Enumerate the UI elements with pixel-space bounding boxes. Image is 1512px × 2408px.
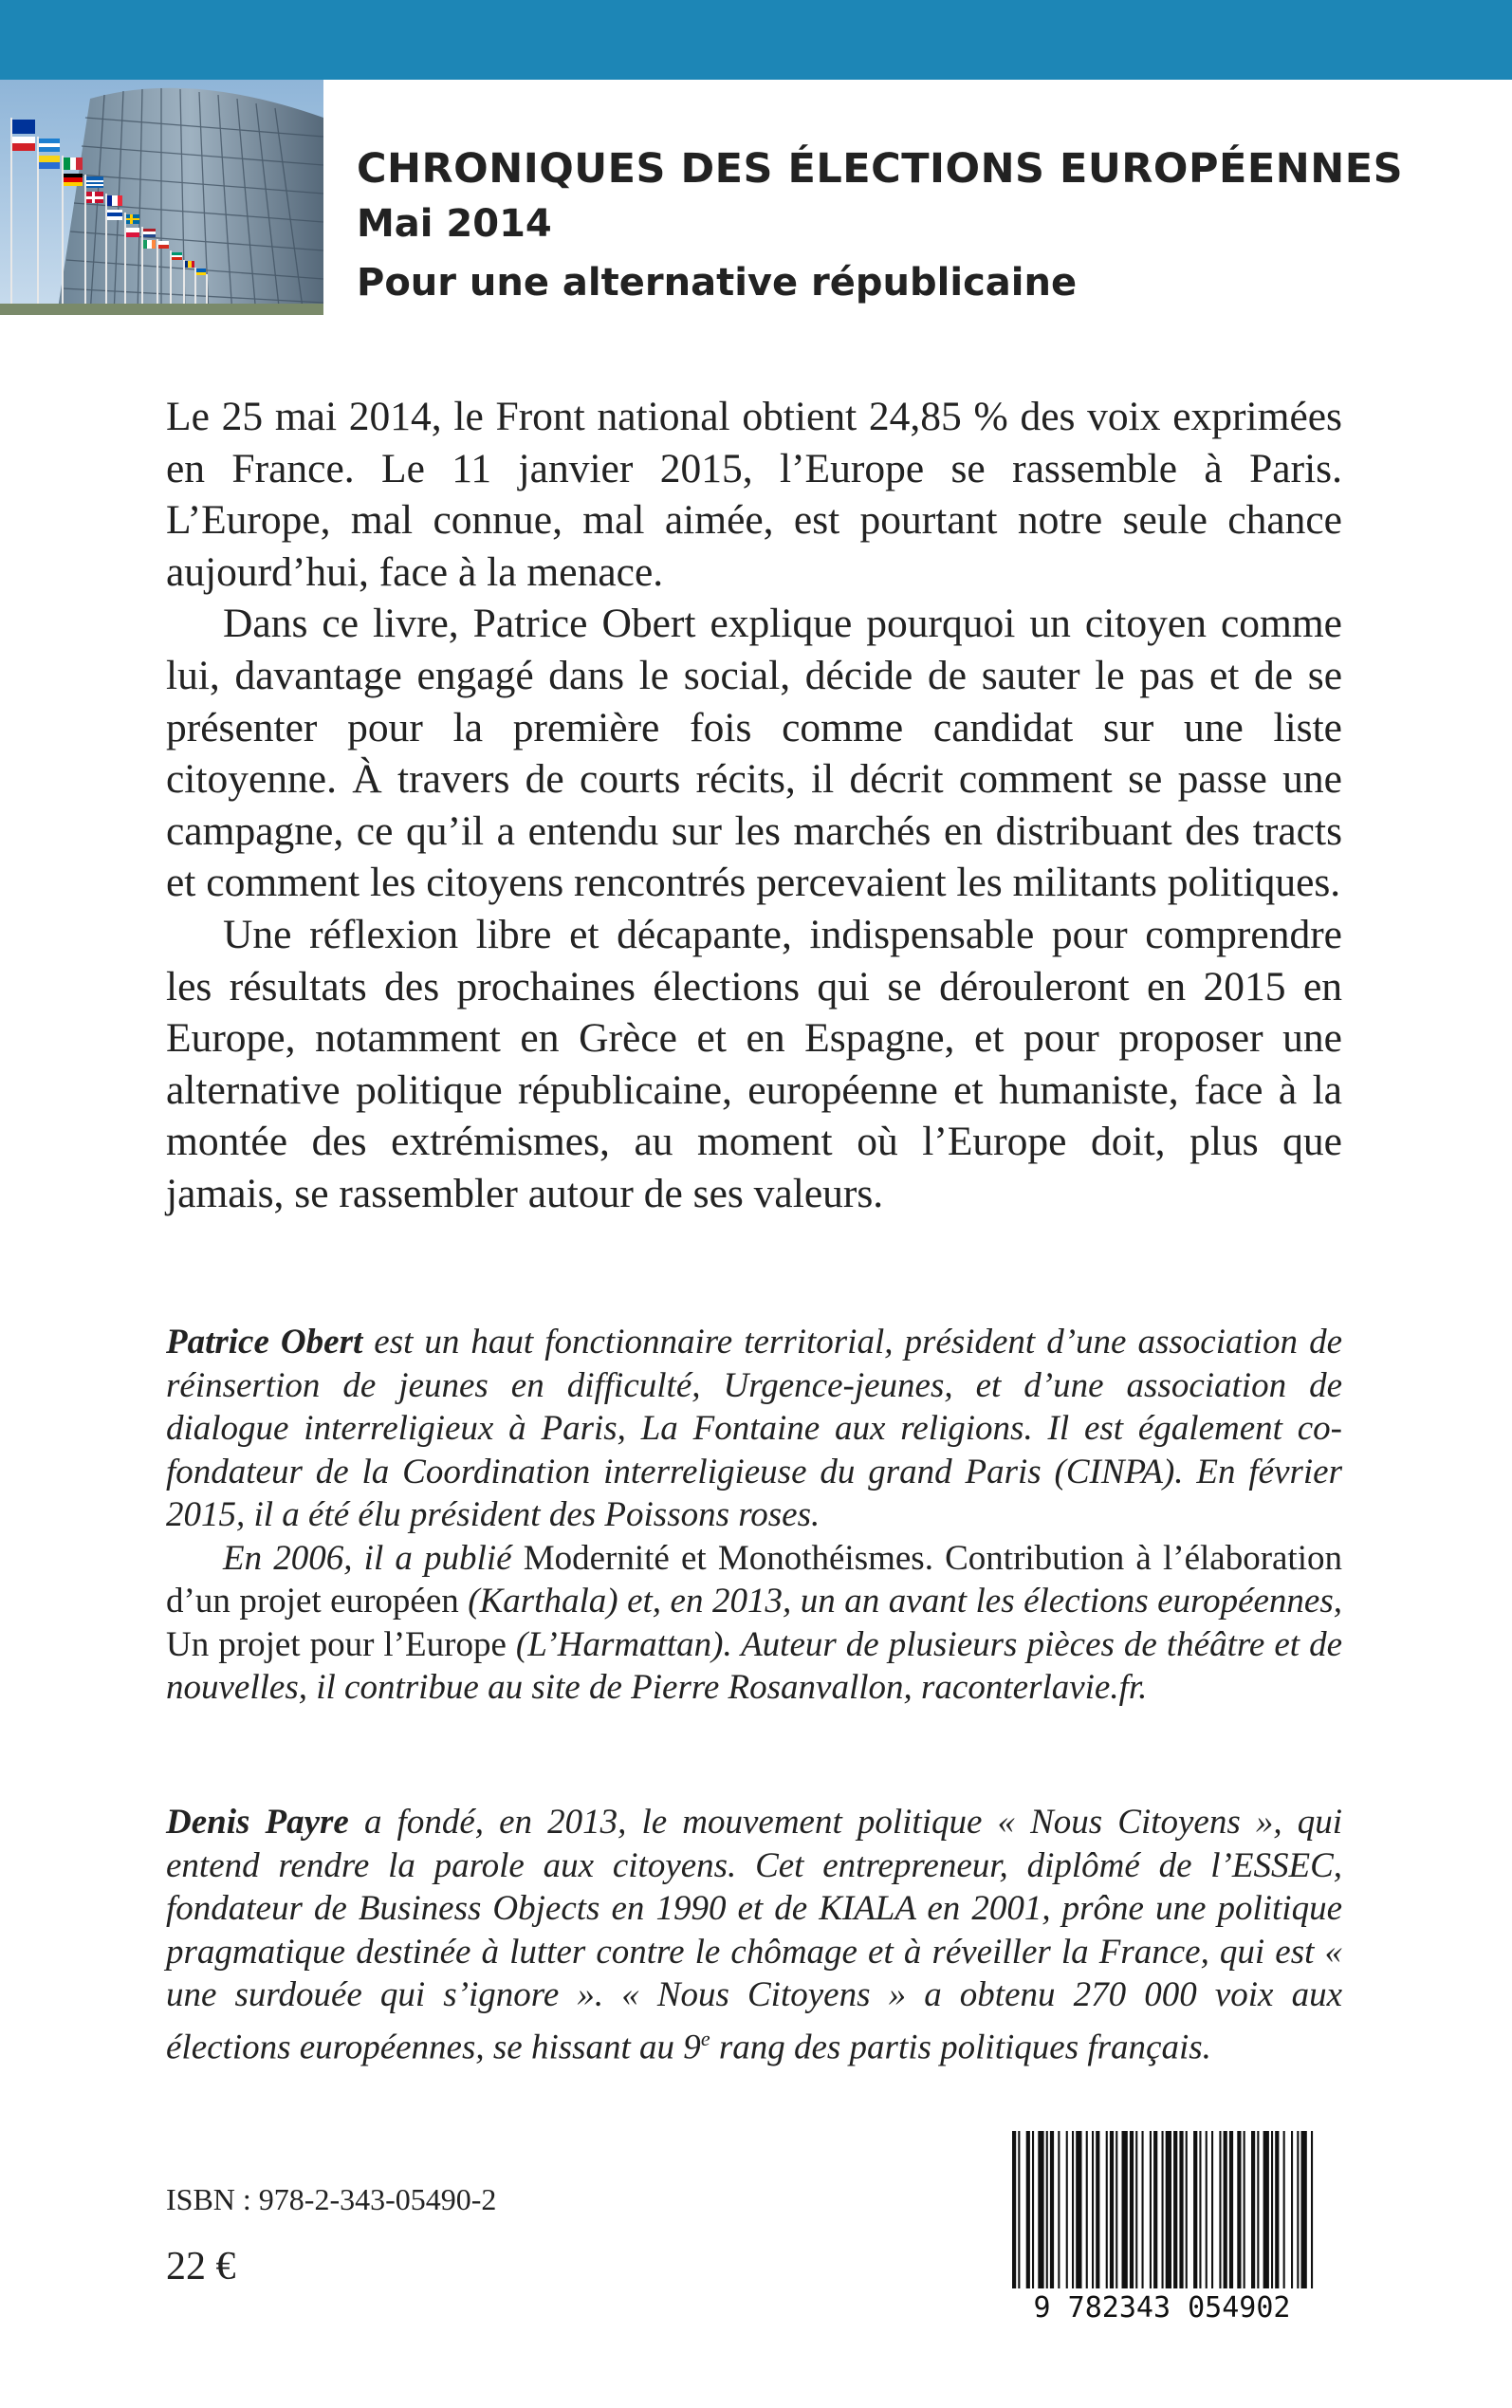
barcode-bar: [1224, 2131, 1227, 2288]
author-name: Patrice Obert: [166, 1323, 363, 1361]
barcode-bar: [1179, 2131, 1183, 2288]
barcode-bar: [1038, 2131, 1043, 2288]
barcode-bar: [1206, 2131, 1208, 2288]
bio-paragraph: En 2006, il a publié Modernité et Monothéismes. Contribution à l’élaboration d’un projet européen (Karthala) et, en 2013, un an avant les élections européennes, Un projet pour l’Europe (L’Harmattan). Auteur de plusieurs pièces de théâtre et de nouvelles, il contribue au site de Pierre Rosanvallon, raconterlavie.fr.: [166, 1538, 1342, 1707]
barcode-bar: [1130, 2131, 1134, 2288]
barcode-bar: [1012, 2131, 1016, 2288]
barcode-bar: [1153, 2131, 1157, 2288]
barcode-bar: [1076, 2131, 1081, 2288]
barcode-bar: [1193, 2131, 1197, 2288]
barcode-bar: [1166, 2131, 1171, 2288]
barcode-bar: [1251, 2131, 1255, 2288]
barcode-bar: [1186, 2131, 1188, 2288]
barcode-bar: [1032, 2131, 1034, 2288]
barcode-bar: [1086, 2131, 1088, 2288]
barcode-bar: [1096, 2131, 1099, 2288]
back-cover-description: [166, 391, 1342, 1220]
title-block: [357, 142, 1403, 313]
barcode-bar: [1244, 2131, 1245, 2288]
book-title: CHRONIQUES DES ÉLECTIONS EUROPÉENNES: [357, 145, 1404, 193]
barcode-bar: [1173, 2131, 1177, 2288]
barcode-bar: [1050, 2131, 1054, 2288]
barcode-bar: [1018, 2131, 1020, 2288]
top-color-band: [0, 0, 1512, 80]
barcode-bar: [1135, 2131, 1137, 2288]
barcode-bar: [1066, 2131, 1068, 2288]
barcode-bar: [1211, 2131, 1213, 2288]
barcode-bar: [1257, 2131, 1259, 2288]
isbn-text: ISBN : 978-2-343-05490-2: [166, 2182, 497, 2216]
author-bio-denis-payre: [166, 1801, 1342, 2068]
barcode-digits: 9 782343 054902: [1033, 2291, 1291, 2325]
barcode-bar: [1199, 2131, 1201, 2288]
isbn-barcode: [999, 2125, 1325, 2325]
description-paragraph: Dans ce livre, Patrice Obert explique pourquoi un citoyen comme lui, davantage engagé dans le social, décide de sauter le pas et de se présenter pour la première fois comme candidat sur une liste citoyenne. À travers de courts récits, il décrit comment se passe une campagne, ce qu’il a entendu sur les marchés en distribuant des tracts et comment les citoyens rencontrés percevaient les militants politiques.: [166, 601, 1342, 906]
book-date: Mai 2014: [357, 202, 552, 246]
book-subtitle: Pour une alternative républicaine: [357, 261, 1078, 305]
barcode-bar: [1058, 2131, 1060, 2288]
book-reference: Modernité et Monothéismes. Contribution à l’élaboration d’un projet européen: [166, 1538, 1342, 1621]
barcode-bar: [1291, 2131, 1293, 2288]
barcode-bar: [1263, 2131, 1269, 2288]
bio-paragraph: Patrice Obert est un haut fonctionnaire territorial, président d’une association de réinsertion de jeunes en difficulté, Urgence-jeunes, et d’une association de dialogue interreligieux à Paris, La Fontaine aux religions. Il est également co-fondateur de la Coordination interreligieuse du grand Paris (CINPA). En février 2015, il a été élu président des Poissons roses.: [166, 1323, 1342, 1534]
barcode-bar: [1122, 2131, 1128, 2288]
european-parliament-photo: [0, 80, 323, 315]
barcode-bar: [1026, 2131, 1030, 2288]
barcode-bar: [1110, 2131, 1114, 2288]
bio-paragraph: Denis Payre a fondé, en 2013, le mouvement politique « Nous Citoyens », qui entend rendre la parole aux citoyens. Cet entrepreneur, diplômé de l’ESSEC, fondateur de Business Objects en 1990 et de KIALA en 2001, prône une politique pragmatique destinée à lutter contre le chômage et à réveiller la France, qui est « une surdouée qui s’ignore ». « Nous Citoyens » a obtenu 270 000 voix aux élections européennes, se hissant au 9e rang des partis politiques français.: [166, 1803, 1342, 2066]
barcode-bar: [1219, 2131, 1221, 2288]
barcode-bar: [1106, 2131, 1108, 2288]
barcode-bar: [1229, 2131, 1233, 2288]
barcode-bar: [1301, 2131, 1307, 2288]
barcode-bar: [1275, 2131, 1279, 2288]
barcode-bar: [1162, 2131, 1164, 2288]
barcode-bar: [1092, 2131, 1094, 2288]
barcode-bar: [1072, 2131, 1074, 2288]
book-reference: Un projet pour l’Europe: [166, 1624, 507, 1664]
author-name: Denis Payre: [166, 1803, 349, 1842]
price-text: 22 €: [166, 2245, 236, 2288]
barcode-bar: [1283, 2131, 1285, 2288]
barcode-bar: [1297, 2131, 1299, 2288]
barcode-bar: [1311, 2131, 1313, 2288]
barcode-bar: [1046, 2131, 1048, 2288]
barcode-bar: [1271, 2131, 1273, 2288]
barcode-bar: [1142, 2131, 1144, 2288]
description-paragraph: Une réflexion libre et décapante, indispensable pour comprendre les résultats des prochaines élections qui se dérouleront en 2015 en Europe, notamment en Grèce et en Espagne, et pour proposer une alternative politique républicaine, européenne et humaniste, face à la montée des extrémismes, au moment où l’Europe doit, plus que jamais, se rassembler autour de ses valeurs.: [166, 911, 1342, 1216]
description-paragraph: Le 25 mai 2014, le Front national obtient 24,85 % des voix exprimées en France. Le 11 janvier 2015, l’Europe se rassemble à Paris. L’Europe, mal connue, mal aimée, est pourtant notre seule chance aujourd’hui, face à la menace.: [166, 394, 1342, 595]
barcode-bar: [1116, 2131, 1117, 2288]
author-bio-patrice-obert: [166, 1321, 1342, 1710]
barcode-bar: [1237, 2131, 1241, 2288]
barcode-bar: [1150, 2131, 1152, 2288]
